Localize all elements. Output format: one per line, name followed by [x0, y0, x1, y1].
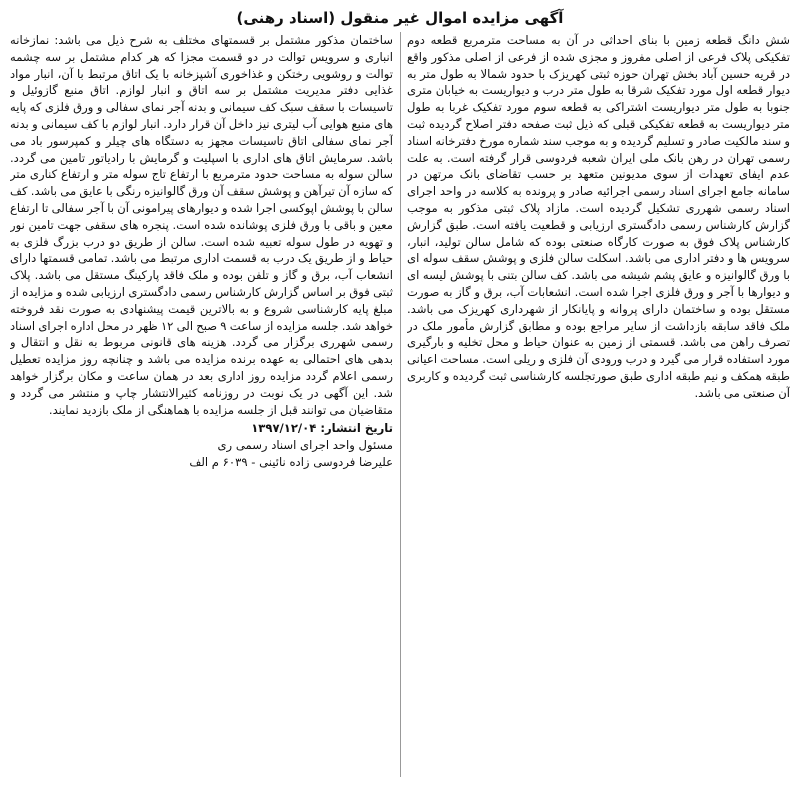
- office-title: مسئول واحد اجرای اسناد رسمی ری: [217, 438, 393, 453]
- notice-title: آگهی مزایده اموال غیر منقول (اسناد رهنی): [236, 9, 564, 27]
- left-column: [10, 32, 393, 777]
- signature-block: [10, 420, 393, 470]
- right-column: [407, 32, 790, 777]
- left-column-text: ساختمان مذکور مشتمل بر قسمتهای مختلف به شرح ذیل می باشد: نمازخانه انباری و سرویس توالت در دو قسمت مجزا که هر کدام مشتمل بر سه چشمه توالت و روشویی رختکن و غذاخوری آشپزخانه با یک اتاق مرتبط با آن، انبار مواد غذایی دفتر مدیریت مشتمل بر سه اتاق و انبار لوازم. اتاق منبع گازوئیل و تاسیسات با سقف سبک کف سیمانی و بدنه آجر نمای سفالی و ورق فلزی که پایه های منبع هوایی آب لیتری نیز داخل آن قرار دارد. انبار لوازم با کف سیمانی و بدنه آجر نمای سفالی اتاق تاسیسات مجهز به دستگاه های چیلر و کمپرسور باد می باشد. سرمایش اتاق های اداری با اسپلیت و گرمایش با رادیاتور تامین می گردد. سالن سوله به مساحت حدود مترمربع با ارتفاع تاج سوله متر و ارتفاع کناری متر که سازه آن تیرآهن و پوشش سقف آن ورق گالوانیزه رنگی با عایق می باشد. کف سالن با پوشش اپوکسی اجرا شده و دیوارهای پیرامونی آن با آجر سفالی تا ارتفاع معین و باقی با ورق فلزی پوشانده شده است. پنجره های سقفی جهت تامین نور و تهویه در طول سوله تعبیه شده است. سالن از طریق دو درب بزرگ فلزی به حیاط و از طریق یک درب به قسمت اداری مرتبط می باشد. تمامی قسمتها دارای انشعاب آب، برق و گاز و تلفن بوده و ملک فاقد پارکینگ مستقل می باشد. پلاک ثبتی فوق بر اساس گزارش کارشناس رسمی دادگستری ارزیابی شده و مزایده از مبلغ پایه کارشناسی شروع و به بالاترین قیمت پیشنهادی به صورت نقد فروخته خواهد شد. جلسه مزایده از ساعت ۹ صبح الی ۱۲ ظهر در محل اداره اجرای اسناد رسمی شهرری برگزار می گردد. هزینه های قانونی مربوط به نقل و انتقال و بدهی های احتمالی به عهده برنده مزایده می باشد و چنانچه روز مزایده تعطیل رسمی اعلام گردد مزایده روز اداری بعد در همان ساعت و مکان برگزار خواهد شد. این آگهی در یک نوبت در روزنامه کثیرالانتشار چاپ و منتشر می گردد و متقاضیان می توانند قبل از جلسه مزایده با هماهنگی از ملک بازدید نمایند.: [10, 33, 393, 417]
- right-column-text: شش دانگ قطعه زمین با بنای احداثی در آن به مساحت مترمربع قطعه دوم تفکیکی پلاک فرعی از اصلی مفروز و مجزی شده از فرعی از اصلی مذکور واقع در قریه حسین آباد بخش تهران حوزه ثبتی کهریزک با حدود شمالا به طول متر به دیوار قطعه اول مورد تفکیک شرقا به طول متر درب و دیواریست به خیابان متری جنوبا به طول متر دیواریست اشتراکی به قطعه سوم مورد تفکیک غربا به طول متر دیواریست به قطعه تفکیکی قبلی که ذیل ثبت صفحه دفتر اصلاح گردیده ثبت و سند مالکیت صادر و تسلیم گردیده و به موجب سند شماره مورخ دفترخانه اسناد رسمی تهران در رهن بانک ملی ایران شعبه فردوسی قرار گرفته است. به علت عدم ایفای تعهدات از سوی مدیونین متعهد بر حسب تقاضای بانک مرتهن در سامانه جامع اجرای اسناد رسمی اجرائیه صادر و پرونده به کلاسه در واحد اجرای اسناد رسمی شهرری تشکیل گردیده است. مازاد پلاک ثبتی مذکور به موجب گزارش کارشناس رسمی دادگستری ارزیابی و قطعیت یافته است. طبق گزارش کارشناس پلاک فوق به صورت کارگاه صنعتی بوده که شامل سالن تولید، انبار، سرویس ها و دفتر اداری می باشد. اسکلت سالن فلزی و پوشش سقف سوله ای با ورق گالوانیزه و عایق پشم شیشه می باشد. کف سالن بتنی با پوشش لیسه ای و دیوارها با آجر و ورق فلزی اجرا شده است. انشعابات آب، برق و گاز به صورت مستقل بوده و ساختمان دارای پروانه و پایانکار از شهرداری کهریزک می باشد. ملک فاقد سابقه بازداشت از سایر مراجع بوده و مطابق گزارش مأمور ملک در تصرف راهن می باشد. قسمتی از زمین به عنوان حیاط و محل تخلیه و بارگیری مورد استفاده قرار می گیرد و درب ورودی آن فلزی و ریلی است. مساحت اعیانی طبقه همکف و نیم طبقه اداری طبق صورتجلسه کارشناسی ثبت گردیده و کاربری آن صنعتی می باشد.: [407, 33, 790, 400]
- notice-columns: [10, 32, 790, 777]
- column-divider: [400, 32, 401, 777]
- signatory-name: علیرضا فردوسی زاده نائینی - ۶۰۳۹ م الف: [189, 454, 393, 469]
- publication-date: تاریخ انتشار: ۱۳۹۷/۱۲/۰۴: [251, 421, 393, 436]
